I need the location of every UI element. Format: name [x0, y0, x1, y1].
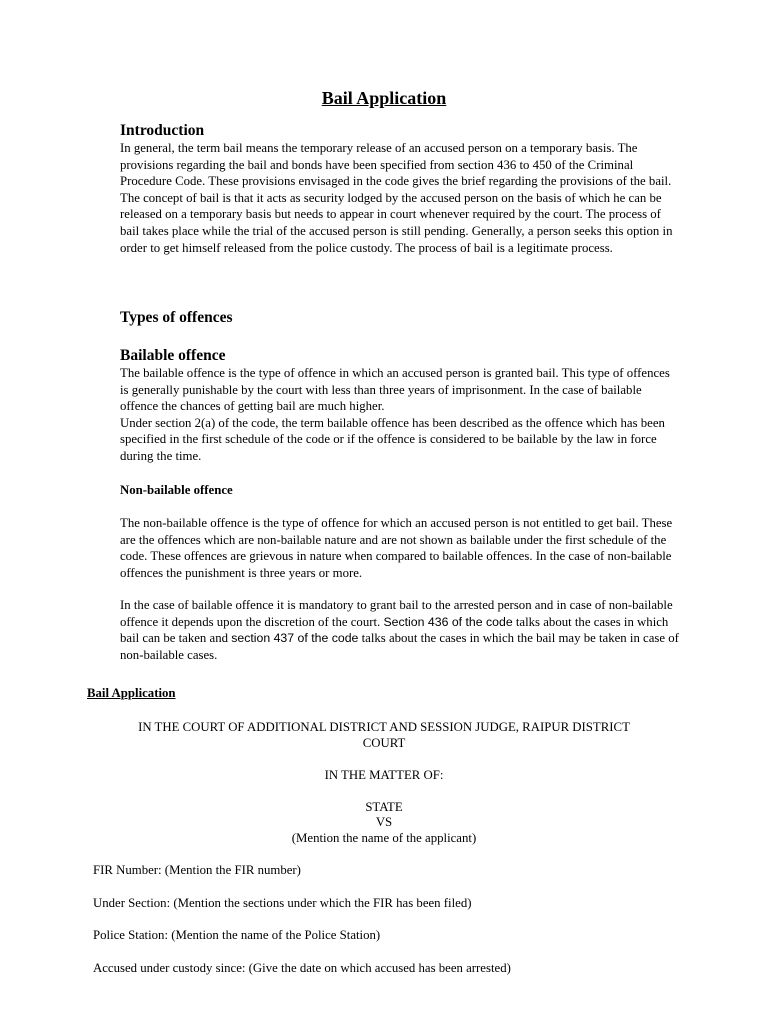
- non-bailable-paragraph-2: [120, 597, 680, 663]
- introduction-paragraph-2: The concept of bail is that it acts as security lodged by the accused person on the basis of which he can be released on a temporary basis but needs to appear in court whenever required by the court. The process of bail takes place while the trial of the accused person is still pending. Generally, a person seeks this option in order to get himself released from the police custody. The process of bail is a legitimate process.: [120, 190, 673, 255]
- state-line: STATE: [365, 800, 403, 814]
- vs-line: VS: [375, 815, 393, 829]
- applicant-line: (Mention the name of the applicant): [291, 831, 477, 845]
- police-station-field: Police Station: (Mention the name of the Police Station): [93, 928, 381, 942]
- non-bailable-paragraph-1: [120, 515, 680, 581]
- non-bailable-heading: Non-bailable offence: [120, 483, 233, 497]
- non-bailable-text-2a: In the case of bailable offence it is mandatory to grant bail to the arrested person and in case of non-bailable offence it depends upon the discretion of the court.: [120, 598, 673, 629]
- non-bailable-text-2b: talks about the cases in which bail can be taken and: [120, 614, 669, 646]
- under-section-field: Under Section: (Mention the sections under which the FIR has been filed): [93, 896, 472, 910]
- matter-line: IN THE MATTER OF:: [324, 768, 444, 782]
- application-heading: Bail Application: [87, 686, 176, 700]
- custody-since-field: Accused under custody since: (Give the date on which accused has been arrested): [93, 961, 511, 975]
- court-line-1: IN THE COURT OF ADDITIONAL DISTRICT AND SESSION JUDGE, RAIPUR DISTRICT: [138, 720, 630, 734]
- section-436-link[interactable]: Section 436 of the code: [383, 614, 513, 629]
- introduction-text: [120, 140, 680, 256]
- bailable-text: [120, 365, 680, 465]
- bailable-paragraph-2: Under section 2(a) of the code, the term bailable offence has been described as the offence which has been specified in the first schedule of the code or if the offence is considered to be bailable by the law in force during the time.: [120, 415, 665, 463]
- non-bailable-text-1: The non-bailable offence is the type of offence for which an accused person is not entitled to get bail. These are the offences which are non-bailable nature and are not shown as bailable under the first schedule of the code. These offences are grievous in nature when compared to bailable offences. In the case of non-bailable offences the punishment is three years or more.: [120, 516, 673, 580]
- page-title: Bail Application: [321, 88, 447, 108]
- introduction-paragraph-1: In general, the term bail means the temporary release of an accused person on a temporary basis. The provisions regarding the bail and bonds have been specified from section 436 to 450 of the Criminal Procedure Code. These provisions envisaged in the code gives the brief regarding the provisions of the bail.: [120, 141, 672, 189]
- fir-number-field: FIR Number: (Mention the FIR number): [93, 863, 301, 877]
- non-bailable-text-2: [120, 597, 680, 663]
- types-heading: Types of offences: [120, 309, 233, 326]
- non-bailable-text-2c: talks about the cases in which the bail may be taken in case of non-bailable cases.: [120, 631, 679, 662]
- introduction-heading: Introduction: [120, 122, 205, 139]
- bailable-paragraph-1: The bailable offence is the type of offence in which an accused person is granted bail. This type of offences is generally punishable by the court with less than three years of imprisonment. In the case of bailable offence the chances of getting bail are much higher.: [120, 366, 670, 414]
- bailable-heading: Bailable offence: [120, 347, 226, 364]
- section-437-link[interactable]: section 437 of the code: [231, 631, 359, 646]
- court-line-2: COURT: [362, 736, 406, 750]
